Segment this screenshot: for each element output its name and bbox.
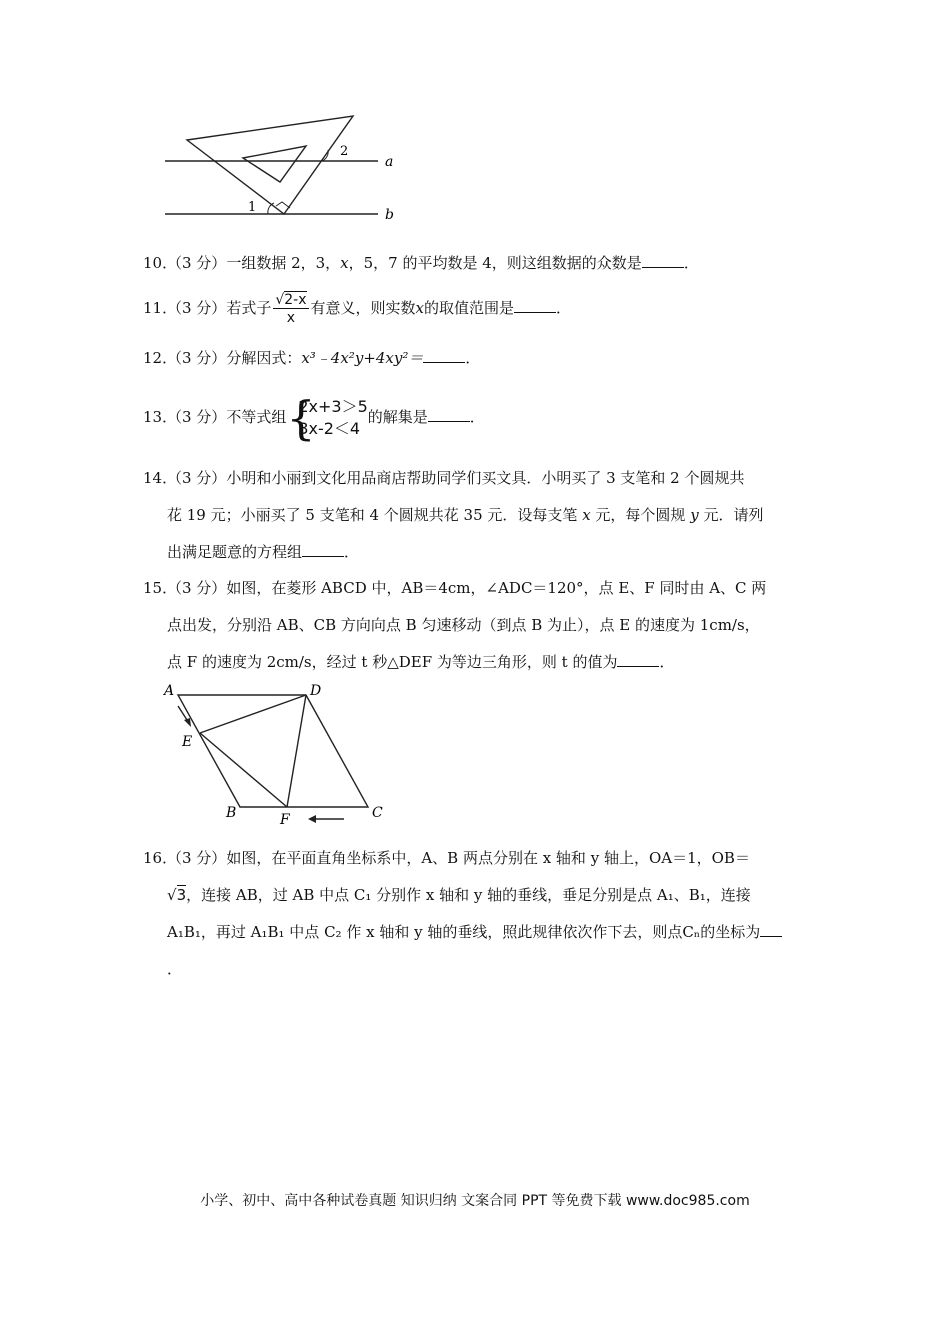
question-number: 10． <box>143 254 178 272</box>
question-text: 不等式组 <box>226 408 287 426</box>
question-text: 点 F 的速度为 2cm/s，经过 t 秒△DEF 为等边三角形，则 t 的值为 <box>167 653 618 671</box>
math-expression: x³﹣4x²y+4xy²＝ <box>301 349 424 367</box>
question-number: 13． <box>143 408 178 426</box>
answer-blank[interactable] <box>423 348 465 363</box>
rhombus-abcd <box>178 695 368 807</box>
answer-blank[interactable] <box>428 407 470 422</box>
angle-1-arc <box>268 203 274 214</box>
question-number: 11． <box>143 299 178 317</box>
question-11 <box>143 290 811 327</box>
answer-blank[interactable] <box>514 298 556 313</box>
inner-triangle <box>243 146 306 182</box>
brace-icon: { <box>286 391 316 445</box>
question-text: 元，每个圆规 <box>590 506 691 524</box>
answer-blank[interactable] <box>302 542 344 557</box>
point-e-label: E <box>182 734 193 750</box>
question-end: ． <box>469 408 485 426</box>
sqrt-expression: √3 <box>167 886 187 904</box>
question-text: 元．请列 <box>698 506 764 524</box>
question-text: 的取值范围是 <box>423 299 514 317</box>
point-f-label: F <box>280 812 290 828</box>
arrowhead-icon <box>184 718 191 727</box>
parallel-lines-figure <box>160 110 400 225</box>
question-text: 如图，在平面直角坐标系中，A、B 两点分别在 x 轴和 y 轴上，OA＝1，OB＝ <box>226 849 750 867</box>
question-text: ，5，7 的平均数是 4，则这组数据的众数是 <box>348 254 642 272</box>
rhombus-figure <box>160 678 400 830</box>
question-number: 15． <box>143 579 178 597</box>
question-points: （3 分） <box>167 254 227 272</box>
answer-blank[interactable] <box>642 253 684 268</box>
page-footer: 小学、初中、高中各种试卷真题 知识归纳 文案合同 PPT 等免费下载 www.doc985.com <box>200 1193 750 1209</box>
question-16 <box>143 840 811 988</box>
question-end: ． <box>556 299 572 317</box>
question-end: ． <box>344 543 360 561</box>
fraction-expression <box>273 291 308 327</box>
question-text: 分解因式： <box>226 349 302 367</box>
answer-blank[interactable] <box>760 922 782 937</box>
question-number: 14． <box>143 469 178 487</box>
question-15 <box>143 570 811 681</box>
point-c-label: C <box>372 805 383 821</box>
var-x: x <box>415 299 424 317</box>
segment-ef <box>200 733 287 807</box>
question-text: 花 19 元；小丽买了 5 支笔和 4 个圆规共花 35 元．设每支笔 <box>167 506 583 524</box>
inequality-1: 2x+3＞5 <box>298 397 368 416</box>
inequality-2: 3x-2＜4 <box>298 419 361 438</box>
question-14 <box>143 460 811 571</box>
segment-de <box>200 695 306 733</box>
question-end: ． <box>465 349 481 367</box>
line-a-label: a <box>385 154 394 170</box>
question-number: 16． <box>143 849 178 867</box>
question-text: 有意义，则实数 <box>310 299 416 317</box>
line-b-label: b <box>385 207 394 223</box>
question-number: 12． <box>143 349 178 367</box>
angle-2-label: 2 <box>340 144 349 159</box>
arrowhead-icon <box>308 815 316 823</box>
question-text: 点出发，分别沿 AB、CB 方向向点 B 匀速移动（到点 B 为止），点 E 的速度为 1cm/s， <box>167 616 760 634</box>
question-text: 出满足题意的方程组 <box>167 543 303 561</box>
question-10 <box>143 245 811 282</box>
angle-1-label: 1 <box>248 200 257 215</box>
question-points: （3 分） <box>167 469 227 487</box>
question-text: 如图，在菱形 ABCD 中，AB＝4cm，∠ADC＝120°，点 E、F 同时由 A、C 两 <box>226 579 767 597</box>
question-points: （3 分） <box>167 299 227 317</box>
outer-triangle <box>187 116 353 214</box>
question-text: A₁B₁，再过 A₁B₁ 中点 C₂ 作 x 轴和 y 轴的垂线，照此规律依次作下去，则点Cₙ的坐标为 <box>167 923 761 941</box>
radicand: 3 <box>176 886 187 904</box>
var-x: x <box>582 506 591 524</box>
var-x: x <box>340 254 349 272</box>
question-points: （3 分） <box>167 579 227 597</box>
var-y: y <box>690 506 699 524</box>
fraction-denominator: x <box>286 310 296 326</box>
question-points: （3 分） <box>167 408 227 426</box>
answer-blank[interactable] <box>617 652 659 667</box>
question-12 <box>143 340 811 377</box>
question-text: 一组数据 2，3， <box>226 254 341 272</box>
question-text: 的解集是 <box>367 408 428 426</box>
question-13 <box>143 391 811 445</box>
question-text: 小明和小丽到文化用品商店帮助同学们买文具．小明买了 3 支笔和 2 个圆规共 <box>226 469 745 487</box>
question-text: 若式子 <box>226 299 272 317</box>
inequality-system <box>286 391 368 445</box>
point-a-label: A <box>164 683 175 699</box>
point-d-label: D <box>310 683 322 699</box>
question-end: ． <box>167 960 183 978</box>
radicand: 2-x <box>284 292 307 308</box>
question-end: ． <box>659 653 675 671</box>
question-end: ． <box>683 254 699 272</box>
point-b-label: B <box>226 805 237 821</box>
right-angle-mark <box>276 202 290 208</box>
question-points: （3 分） <box>167 849 227 867</box>
segment-df <box>287 695 306 807</box>
question-text: ，连接 AB，过 AB 中点 C₁ 分别作 x 轴和 y 轴的垂线，垂足分别是点 A₁、B₁，连接 <box>186 886 751 904</box>
question-points: （3 分） <box>167 349 227 367</box>
fraction-numerator: √2-x <box>275 292 307 308</box>
